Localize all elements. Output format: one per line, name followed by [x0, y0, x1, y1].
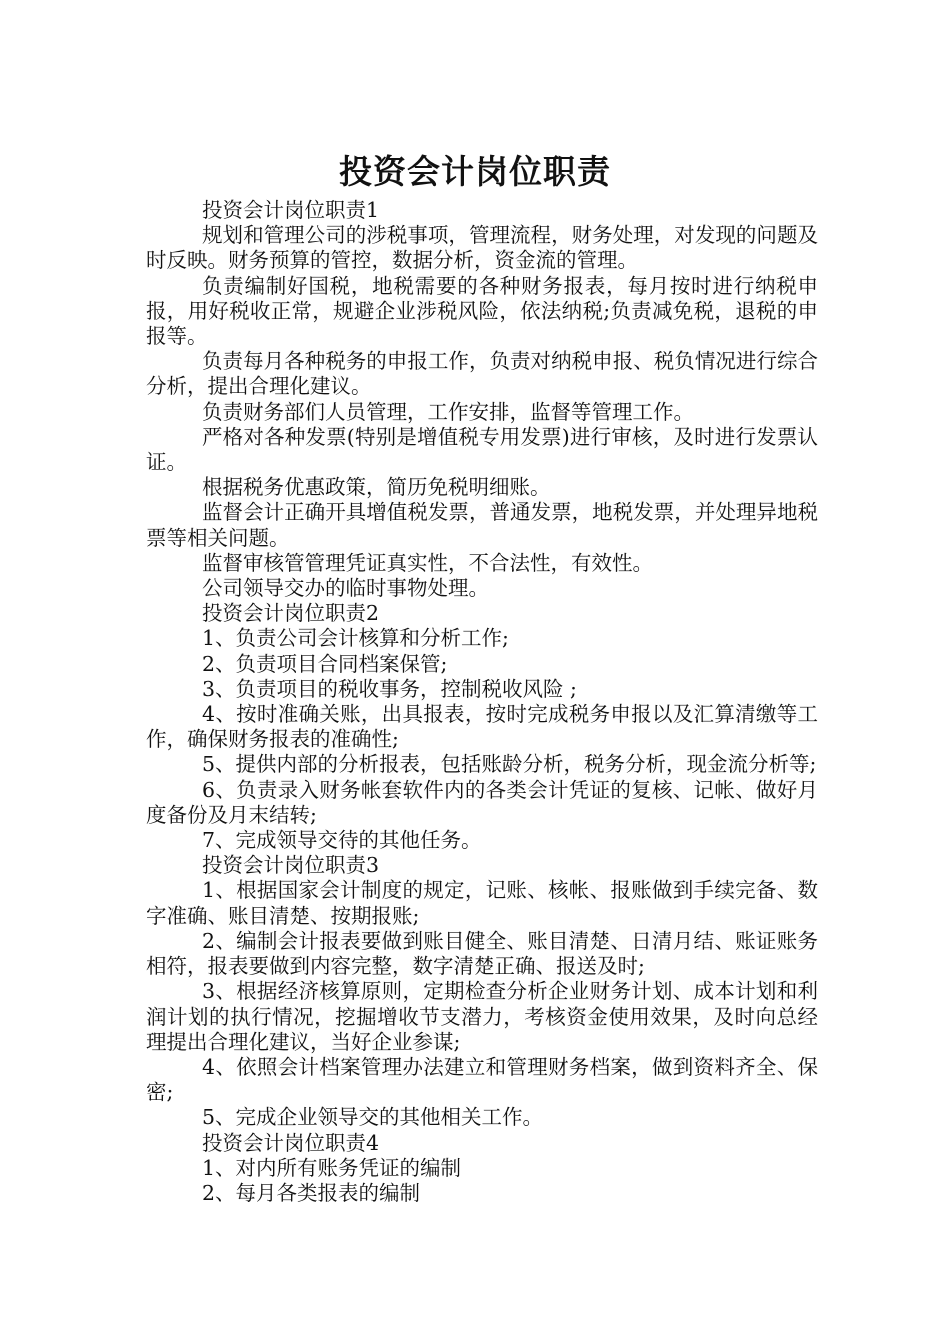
document-body: [146, 198, 818, 1206]
paragraph: 2、每月各类报表的编制: [202, 1180, 421, 1205]
paragraph: 4、按时准确关账，出具报表，按时完成税务申报以及汇算清缴等工作，确保财务报表的准确性;: [146, 702, 818, 752]
paragraph: 5、提供内部的分析报表，包括账龄分析，税务分析，现金流分析等;: [202, 752, 817, 777]
paragraph: 严格对各种发票(特别是增值税专用发票)进行审核，及时进行发票认证。: [146, 424, 818, 475]
paragraph: 1、根据国家会计制度的规定，记账、核帐、报账做到手续完备、数字准确、账目清楚、按期报账;: [146, 878, 818, 928]
paragraph: 5、完成企业领导交的其他相关工作。: [202, 1105, 544, 1130]
paragraph: 根据税务优惠政策，简历免税明细账。: [202, 475, 551, 500]
paragraph: 2、负责项目合同档案保管;: [202, 651, 448, 676]
paragraph: 负责每月各种税务的申报工作，负责对纳税申报、税负情况进行综合分析，提出合理化建议。: [146, 349, 818, 399]
paragraph: 1、负责公司会计核算和分析工作;: [202, 626, 509, 651]
paragraph: 3、根据经济核算原则，定期检查分析企业财务计划、成本计划和利润计划的执行情况，挖掘增收节支潜力，考核资金使用效果，及时向总经理提出合理化建议，当好企业参谋;: [146, 979, 818, 1054]
paragraph: 规划和管理公司的涉税事项，管理流程，财务处理，对发现的问题及时反映。财务预算的管控，数据分析，资金流的管理。: [146, 223, 818, 273]
paragraph: 2、编制会计报表要做到账目健全、账目清楚、日清月结、账证账务相符，报表要做到内容完整，数字清楚正确、报送及时;: [146, 928, 818, 979]
paragraph: 投资会计岗位职责1: [202, 198, 380, 222]
paragraph: 投资会计岗位职责2: [202, 601, 380, 626]
document-title: 投资会计岗位职责: [339, 152, 611, 192]
paragraph: 公司领导交办的临时事物处理。: [202, 576, 489, 601]
paragraph: 监督审核管管理凭证真实性，不合法性，有效性。: [202, 550, 653, 575]
paragraph: 监督会计正确开具增值税发票，普通发票，地税发票，并处理异地税票等相关问题。: [146, 500, 818, 550]
paragraph: 负责编制好国税，地税需要的各种财务报表，每月按时进行纳税申报，用好税收正常，规避企业涉税风险，依法纳税;负责减免税，退税的申报等。: [146, 273, 818, 349]
paragraph: 投资会计岗位职责4: [202, 1130, 380, 1155]
paragraph: 4、依照会计档案管理办法建立和管理财务档案，做到资料齐全、保密;: [146, 1054, 818, 1105]
paragraph: 6、负责录入财务帐套软件内的各类会计凭证的复核、记帐、做好月度备份及月末结转;: [146, 777, 818, 827]
paragraph: 7、完成领导交待的其他任务。: [202, 828, 482, 853]
paragraph: 投资会计岗位职责3: [202, 853, 380, 878]
paragraph: 负责财务部们人员管理，工作安排，监督等管理工作。: [202, 399, 694, 424]
paragraph: 1、对内所有账务凭证的编制: [202, 1155, 462, 1180]
paragraph: 3、负责项目的税收事务，控制税收风险 ;: [202, 676, 577, 701]
